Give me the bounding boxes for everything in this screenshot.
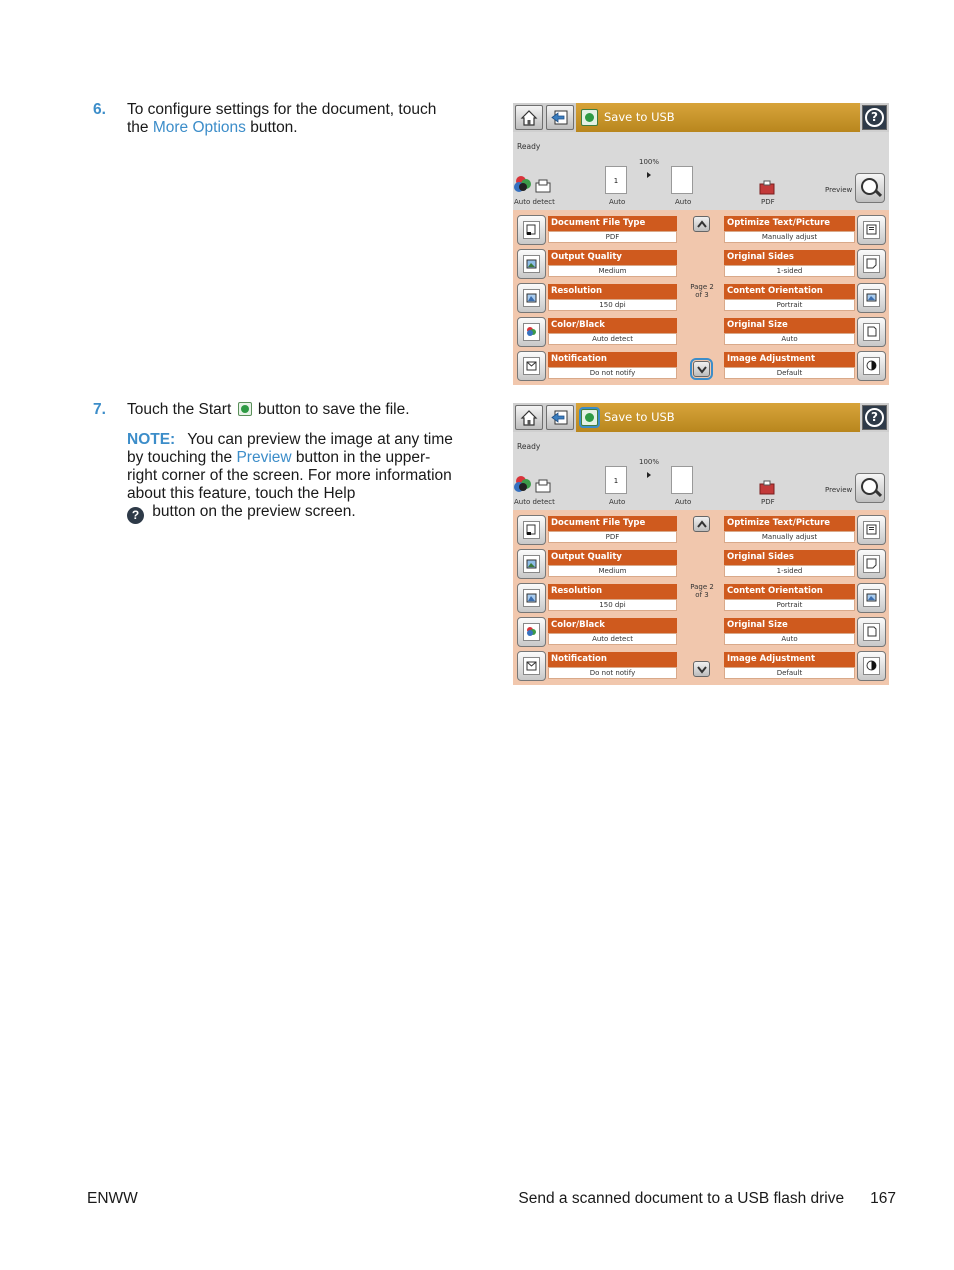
option-value: Default [724, 667, 855, 679]
start-icon [238, 402, 252, 416]
option-icon-button[interactable] [857, 549, 886, 579]
help-button[interactable] [862, 405, 887, 430]
option-value: Do not notify [548, 367, 677, 379]
auto-detect-label: Auto detect [514, 198, 555, 206]
option-optimize-text-picture[interactable] [724, 514, 888, 546]
control-panel-screen-2 [513, 403, 889, 685]
resolution-icon [526, 292, 537, 303]
step-7 [93, 401, 453, 524]
content-orientation-icon [866, 592, 877, 603]
footer-section-title: Send a scanned document to a USB flash drive [518, 1190, 845, 1207]
chevron-down-icon [697, 365, 707, 374]
format-label: PDF [761, 498, 775, 506]
option-output-quality[interactable] [513, 248, 677, 280]
option-label: Original Size [724, 318, 855, 333]
option-value: 150 dpi [548, 599, 677, 611]
auto-label-1: Auto [609, 498, 626, 506]
arrow-right-icon [647, 172, 651, 178]
scroll-up-button[interactable] [693, 216, 710, 232]
more-options-link[interactable]: More Options [152, 119, 246, 136]
option-value: Auto detect [548, 633, 677, 645]
option-original-sides[interactable] [724, 248, 888, 280]
option-label: Content Orientation [724, 284, 855, 299]
footer-right [518, 1190, 896, 1208]
option-label: Image Adjustment [724, 352, 855, 367]
option-icon-button[interactable] [857, 351, 886, 381]
option-value: Default [724, 367, 855, 379]
option-value: Auto [724, 633, 855, 645]
document-file-type-icon [526, 524, 537, 535]
preview-label: Preview [825, 186, 853, 194]
option-value: 1-sided [724, 565, 855, 577]
copies-field[interactable]: 1 [605, 466, 627, 494]
size-field[interactable] [671, 466, 693, 494]
option-original-size[interactable] [724, 316, 888, 348]
option-notification[interactable] [513, 650, 677, 682]
option-label: Resolution [548, 584, 677, 599]
option-content-orientation[interactable] [724, 582, 888, 614]
page-indicator: Page 2 of 3 [690, 283, 714, 299]
title-text: Save to USB [604, 410, 675, 424]
auto-label-2: Auto [675, 498, 692, 506]
option-image-adjustment[interactable] [724, 350, 888, 382]
option-icon-button[interactable] [857, 317, 886, 347]
preview-button[interactable] [855, 473, 885, 503]
notification-icon [526, 360, 537, 371]
option-icon-button[interactable] [857, 249, 886, 279]
home-icon [520, 109, 538, 126]
color-mode-icon [514, 175, 554, 197]
window-title [576, 103, 860, 132]
notification-icon [526, 660, 537, 671]
chevron-up-icon [697, 520, 707, 529]
options-grid [513, 510, 889, 685]
option-icon-button[interactable] [517, 351, 546, 381]
option-label: Resolution [548, 284, 677, 299]
option-value: PDF [548, 531, 677, 543]
option-resolution[interactable] [513, 282, 677, 314]
option-label: Notification [548, 652, 677, 667]
option-icon-button[interactable] [517, 515, 546, 545]
top-bar [513, 103, 889, 132]
title-text: Save to USB [604, 110, 675, 124]
start-button[interactable] [581, 109, 598, 126]
option-value: Portrait [724, 599, 855, 611]
option-icon-button[interactable] [857, 515, 886, 545]
format-label: PDF [761, 198, 775, 206]
option-value: Auto detect [548, 333, 677, 345]
option-icon-button[interactable] [517, 283, 546, 313]
option-value: PDF [548, 231, 677, 243]
resolution-icon [526, 592, 537, 603]
option-value: 150 dpi [548, 299, 677, 311]
option-value: Do not notify [548, 667, 677, 679]
option-document-file-type[interactable] [513, 214, 677, 246]
option-label: Optimize Text/Picture [724, 216, 855, 231]
option-content-orientation[interactable] [724, 282, 888, 314]
home-button[interactable] [515, 405, 543, 430]
zoom-label: 100% [639, 158, 660, 166]
option-icon-button[interactable] [517, 617, 546, 647]
option-label: Color/Black [548, 318, 677, 333]
help-icon: ? [865, 408, 884, 427]
step-text: To configure settings for the document, touch the More Options button. [127, 101, 437, 136]
preview-button[interactable] [855, 173, 885, 203]
option-label: Notification [548, 352, 677, 367]
help-button[interactable] [862, 105, 887, 130]
original-size-icon [866, 326, 877, 337]
back-arrow-icon [551, 109, 569, 126]
option-original-size[interactable] [724, 616, 888, 648]
option-document-file-type[interactable] [513, 514, 677, 546]
page-indicator: Page 2 of 3 [690, 583, 714, 599]
option-icon-button[interactable] [517, 215, 546, 245]
option-label: Document File Type [548, 216, 677, 231]
option-label: Document File Type [548, 516, 677, 531]
control-panel-screen-1 [513, 103, 889, 385]
back-arrow-icon [551, 409, 569, 426]
option-value: Manually adjust [724, 531, 855, 543]
output-quality-icon [526, 258, 537, 269]
zoom-label: 100% [639, 458, 660, 466]
image-adjustment-icon [866, 360, 877, 371]
option-optimize-text-picture[interactable] [724, 214, 888, 246]
option-value: Medium [548, 265, 677, 277]
home-button[interactable] [515, 105, 543, 130]
preview-link[interactable]: Preview [236, 449, 292, 466]
option-output-quality[interactable] [513, 548, 677, 580]
option-icon-button[interactable] [517, 549, 546, 579]
status-text: Ready [517, 442, 541, 451]
option-label: Original Size [724, 618, 855, 633]
step-6 [93, 101, 453, 137]
option-value: Medium [548, 565, 677, 577]
arrow-right-icon [647, 472, 651, 478]
option-icon-button[interactable] [857, 283, 886, 313]
option-label: Image Adjustment [724, 652, 855, 667]
preview-label: Preview [825, 486, 853, 494]
image-adjustment-icon [866, 660, 877, 671]
option-image-adjustment[interactable] [724, 650, 888, 682]
step-number: 6. [93, 101, 106, 118]
option-label: Output Quality [548, 250, 677, 265]
color-black-icon [526, 626, 537, 637]
option-icon-button[interactable] [517, 317, 546, 347]
option-notification[interactable] [513, 350, 677, 382]
output-quality-icon [526, 558, 537, 569]
original-sides-icon [866, 258, 877, 269]
auto-label-2: Auto [675, 198, 692, 206]
scroll-up-button[interactable] [693, 516, 710, 532]
option-icon-button[interactable] [857, 651, 886, 681]
option-icon-button[interactable] [517, 651, 546, 681]
scroll-down-button[interactable] [693, 361, 710, 377]
option-icon-button[interactable] [857, 583, 886, 613]
help-icon: ? [865, 108, 884, 127]
pdf-file-icon [759, 480, 775, 496]
note-label: NOTE: [127, 431, 176, 448]
option-color-black[interactable] [513, 316, 677, 348]
size-field[interactable] [671, 166, 693, 194]
pdf-file-icon [759, 180, 775, 196]
chevron-up-icon [697, 220, 707, 229]
option-icon-button[interactable] [517, 583, 546, 613]
option-label: Original Sides [724, 250, 855, 265]
step-text: Touch the Start button to save the file. [127, 401, 410, 418]
optimize-text-picture-icon [866, 224, 877, 235]
start-button[interactable] [581, 409, 598, 426]
status-text: Ready [517, 142, 541, 151]
option-icon-button[interactable] [857, 617, 886, 647]
option-color-black[interactable] [513, 616, 677, 648]
auto-detect-label: Auto detect [514, 498, 555, 506]
option-value: Manually adjust [724, 231, 855, 243]
option-label: Original Sides [724, 550, 855, 565]
option-label: Output Quality [548, 550, 677, 565]
back-button[interactable] [546, 405, 574, 430]
scroll-down-button[interactable] [693, 661, 710, 677]
options-grid [513, 210, 889, 385]
top-bar [513, 403, 889, 432]
status-area [513, 432, 889, 510]
original-sides-icon [866, 558, 877, 569]
color-mode-icon [514, 475, 554, 497]
option-value: 1-sided [724, 265, 855, 277]
option-label: Color/Black [548, 618, 677, 633]
option-icon-button[interactable] [517, 249, 546, 279]
color-black-icon [526, 326, 537, 337]
status-area [513, 132, 889, 210]
content-orientation-icon [866, 292, 877, 303]
option-resolution[interactable] [513, 582, 677, 614]
document-file-type-icon [526, 224, 537, 235]
optimize-text-picture-icon [866, 524, 877, 535]
auto-label-1: Auto [609, 198, 626, 206]
option-original-sides[interactable] [724, 548, 888, 580]
page-number: 167 [870, 1190, 896, 1207]
home-icon [520, 409, 538, 426]
option-label: Optimize Text/Picture [724, 516, 855, 531]
note: NOTE: You can preview the image at any time by touching the Preview button in the upper-right corner of the screen. For more information about this feature, touch the Help ? button on the preview screen. [127, 431, 453, 522]
option-value: Auto [724, 333, 855, 345]
original-size-icon [866, 626, 877, 637]
footer-left: ENWW [87, 1190, 138, 1207]
option-icon-button[interactable] [857, 215, 886, 245]
option-label: Content Orientation [724, 584, 855, 599]
copies-field[interactable]: 1 [605, 166, 627, 194]
window-title [576, 403, 860, 432]
option-value: Portrait [724, 299, 855, 311]
step-number: 7. [93, 401, 106, 418]
back-button[interactable] [546, 105, 574, 130]
help-icon: ? [127, 507, 144, 524]
chevron-down-icon [697, 665, 707, 674]
